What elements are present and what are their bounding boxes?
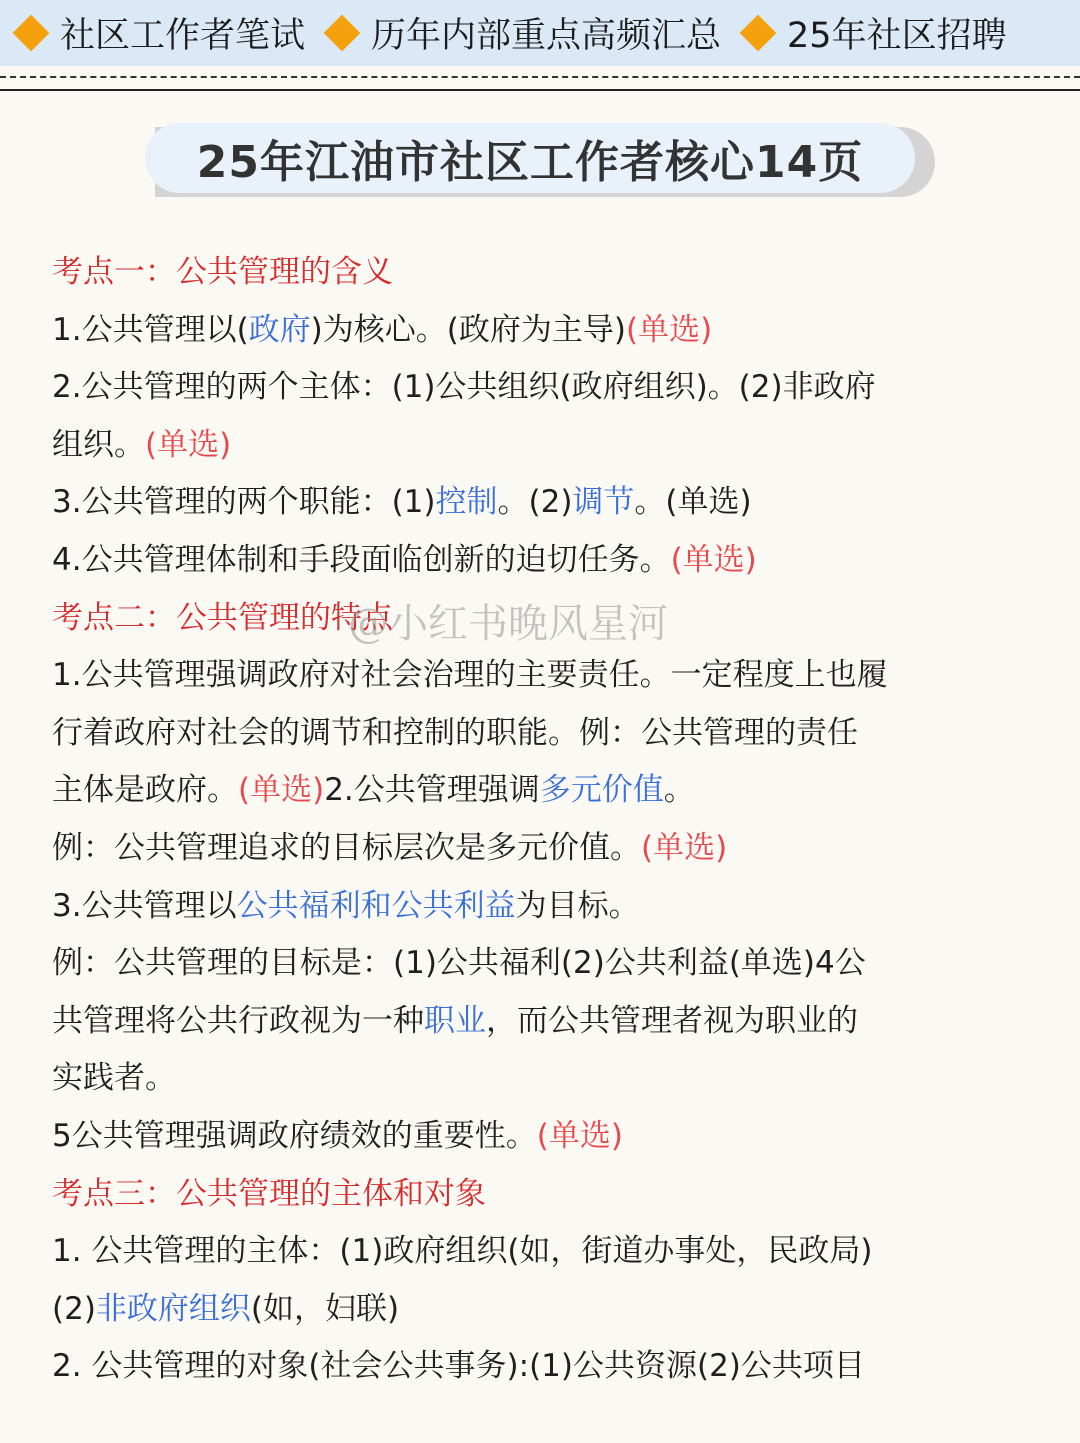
banner-item: [321, 8, 721, 58]
text-line: [52, 993, 1042, 1051]
text-line: [52, 935, 1042, 993]
banner-item: [737, 8, 1007, 58]
question-type-tag: (单选): [145, 426, 232, 463]
text: 主体是政府。: [52, 772, 238, 809]
text-line: [52, 532, 1042, 590]
question-type-tag: (单选): [641, 829, 728, 866]
text: 实践者。: [52, 1060, 176, 1097]
diamond-bullet-icon: [740, 15, 777, 52]
section-heading: 考点二：公共管理的特点: [52, 599, 393, 636]
section-heading: 考点三：公共管理的主体和对象: [52, 1175, 486, 1212]
text: 3.公共管理的两个职能：(1): [52, 484, 436, 521]
text-line: [52, 1281, 1042, 1339]
dashed-divider: [0, 76, 1080, 78]
text: )为核心。(政府为主导): [310, 311, 626, 348]
text-line: [52, 878, 1042, 936]
question-type-tag: (单选): [670, 541, 757, 578]
text-line: [52, 417, 1042, 475]
highlight-term: 职业: [424, 1002, 486, 1039]
page-title: 25年江油市社区工作者核心14页: [145, 123, 915, 193]
text-line: [52, 762, 1042, 820]
text: 4.公共管理体制和手段面临创新的迫切任务。: [52, 541, 671, 578]
text: (如，妇联): [250, 1290, 400, 1327]
text-line: [52, 705, 1042, 763]
highlight-term: 非政府组织: [95, 1290, 251, 1327]
text-line: [52, 647, 1042, 705]
banner-item: [10, 8, 305, 58]
text-line: [52, 1338, 1042, 1396]
text-line: [52, 359, 1042, 417]
text-line: [52, 302, 1042, 360]
text-line: [52, 1108, 1042, 1166]
highlight-term: 调节: [572, 484, 635, 521]
text: (2): [52, 1290, 96, 1327]
top-banner: [0, 0, 1080, 66]
text: 1.公共管理强调政府对社会治理的主要责任。一定程度上也履: [52, 657, 888, 694]
text: 例：公共管理追求的目标层次是多元价值。: [52, 829, 641, 866]
text: 1.公共管理以(: [52, 311, 249, 348]
highlight-term: 公共福利和公共利益: [236, 887, 516, 924]
text: 2. 公共管理的对象(社会公共事务):(1)公共资源(2)公共项目: [52, 1348, 865, 1385]
banner-text: 历年内部重点高频汇总: [371, 16, 722, 56]
banner-text: 社区工作者笔试: [60, 16, 306, 56]
question-type-tag: (单选): [625, 311, 713, 348]
title-card: [145, 123, 935, 197]
solid-divider: [0, 89, 1080, 91]
text: 。(2): [497, 484, 573, 521]
text: 3.公共管理以: [52, 887, 237, 924]
highlight-term: 政府: [248, 311, 311, 348]
text: 2.公共管理强调: [324, 772, 540, 809]
document-body: [52, 244, 1042, 1396]
diamond-bullet-icon: [13, 15, 50, 52]
text: 行着政府对社会的调节和控制的职能。例：公共管理的责任: [52, 714, 858, 751]
highlight-term: 多元价值: [539, 772, 664, 809]
section-heading: 考点一：公共管理的含义: [52, 254, 393, 290]
banner-text: 25年社区招聘: [787, 16, 1007, 56]
text: 2.公共管理的两个主体：(1)公共组织(政府组织)。(2)非政府: [52, 369, 876, 406]
text-line: [52, 474, 1042, 532]
watermark: @小红书晚风星河: [348, 601, 668, 647]
text-line: [52, 1223, 1042, 1281]
text: 组织。: [52, 426, 145, 463]
highlight-term: 控制: [435, 484, 498, 521]
question-type-tag: (单选): [238, 772, 325, 809]
text: 。: [663, 772, 695, 809]
question-type-tag: (单选): [536, 1117, 623, 1154]
text: 5公共管理强调政府绩效的重要性。: [52, 1117, 537, 1154]
diamond-bullet-icon: [324, 15, 361, 52]
text: 。(单选): [634, 484, 752, 521]
text-line: [52, 820, 1042, 878]
text: 1. 公共管理的主体：(1)政府组织(如，街道办事处，民政局): [52, 1233, 873, 1270]
text: ，而公共管理者视为职业的: [486, 1002, 858, 1039]
text: 共管理将公共行政视为一种: [52, 1002, 424, 1039]
text: 为目标。: [515, 887, 640, 924]
text-line: [52, 1050, 1042, 1108]
text: 例：公共管理的目标是：(1)公共福利(2)公共利益(单选)4公: [52, 945, 866, 982]
